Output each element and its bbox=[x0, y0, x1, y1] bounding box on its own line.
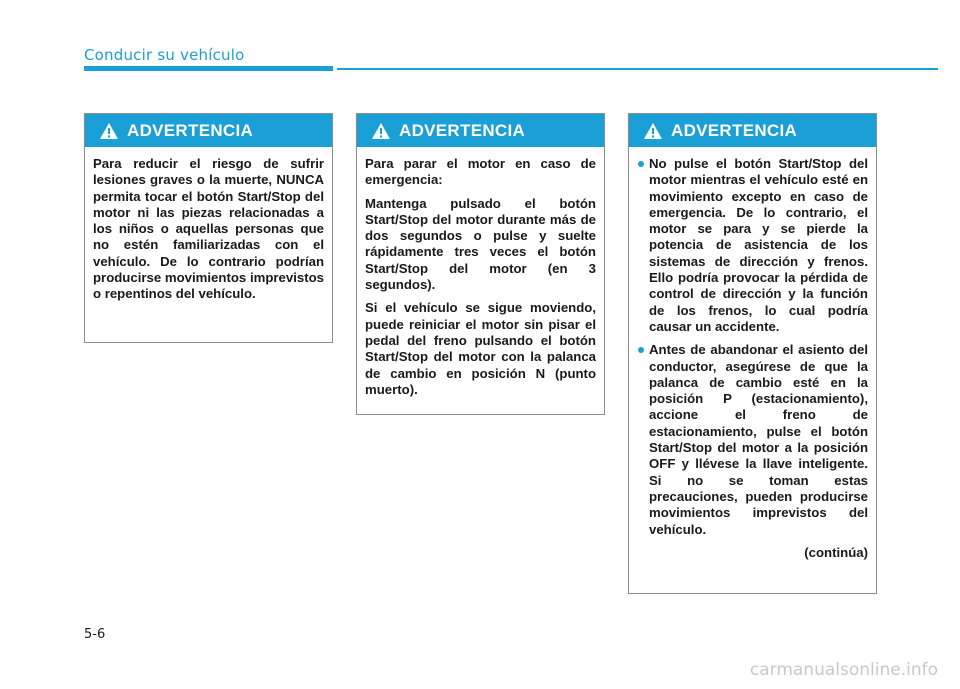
watermark-text: carmanualsonline.info bbox=[749, 660, 938, 680]
warning-header bbox=[629, 114, 876, 147]
warning-box-3 bbox=[628, 113, 877, 594]
warning-title: ADVERTENCIA bbox=[127, 120, 254, 140]
warning-box-2 bbox=[356, 113, 605, 415]
warning-bullet: No pulse el botón Start/Stop del motor mientras el vehículo esté en movimiento excepto en caso de emergencia. De lo contrario, el motor se para y se pierde la potencia de asistencia de los sistemas de dirección y frenos. Ello podría provocar la pérdida de control de dirección y la función de los frenos, lo cual podría causar un accidente. bbox=[637, 156, 868, 335]
warning-box-1 bbox=[84, 113, 333, 343]
warning-paragraph: Mantenga pulsado el botón Start/Stop del motor durante más de dos segundos o pulse y suelte rápidamente tres veces el botón Start/Stop del motor (en 3 segundos). bbox=[365, 195, 596, 293]
continued-label: (continúa) bbox=[804, 544, 868, 560]
warning-paragraph: Para reducir el riesgo de sufrir lesiones graves o la muerte, NUNCA permita tocar el botón Start/Stop del motor ni las piezas relacionadas a los niños o aquellas personas que no estén familiarizadas con el vehículo. De lo contrario podrían producirse movimientos imprevistos o repentinos del vehículo. bbox=[93, 156, 324, 302]
warning-header bbox=[357, 114, 604, 147]
page-number: 5-6 bbox=[84, 627, 106, 642]
warning-body bbox=[357, 147, 604, 406]
warning-paragraph: Para parar el motor en caso de emergencia: bbox=[365, 156, 596, 188]
warning-header bbox=[85, 114, 332, 147]
header-rule-thick bbox=[84, 66, 333, 71]
warning-body bbox=[85, 147, 332, 311]
warning-triangle-icon bbox=[643, 122, 663, 140]
warning-bullet-list bbox=[637, 156, 868, 538]
warning-triangle-icon bbox=[371, 122, 391, 140]
warning-bullet: Antes de abandonar el asiento del conductor, asegúrese de que la palanca de cambio esté en la posición P (estacionamiento), accione el freno de estacionamiento, pulse el botón Start/Stop del motor a la posición OFF y llévese la llave inteligente. Si no se toman estas precauciones, pueden producirse movimientos imprevistos del vehículo. bbox=[637, 342, 868, 538]
section-title: Conducir su vehículo bbox=[84, 46, 245, 64]
warning-title: ADVERTENCIA bbox=[399, 120, 526, 140]
warning-body bbox=[629, 147, 876, 569]
header-rule-thin bbox=[337, 68, 938, 70]
warning-title: ADVERTENCIA bbox=[671, 120, 798, 140]
warning-triangle-icon bbox=[99, 122, 119, 140]
warning-paragraph: Si el vehículo se sigue moviendo, puede reiniciar el motor sin pisar el pedal del freno pulsando el botón Start/Stop del motor con la palanca de cambio en posición N (punto muerto). bbox=[365, 300, 596, 397]
